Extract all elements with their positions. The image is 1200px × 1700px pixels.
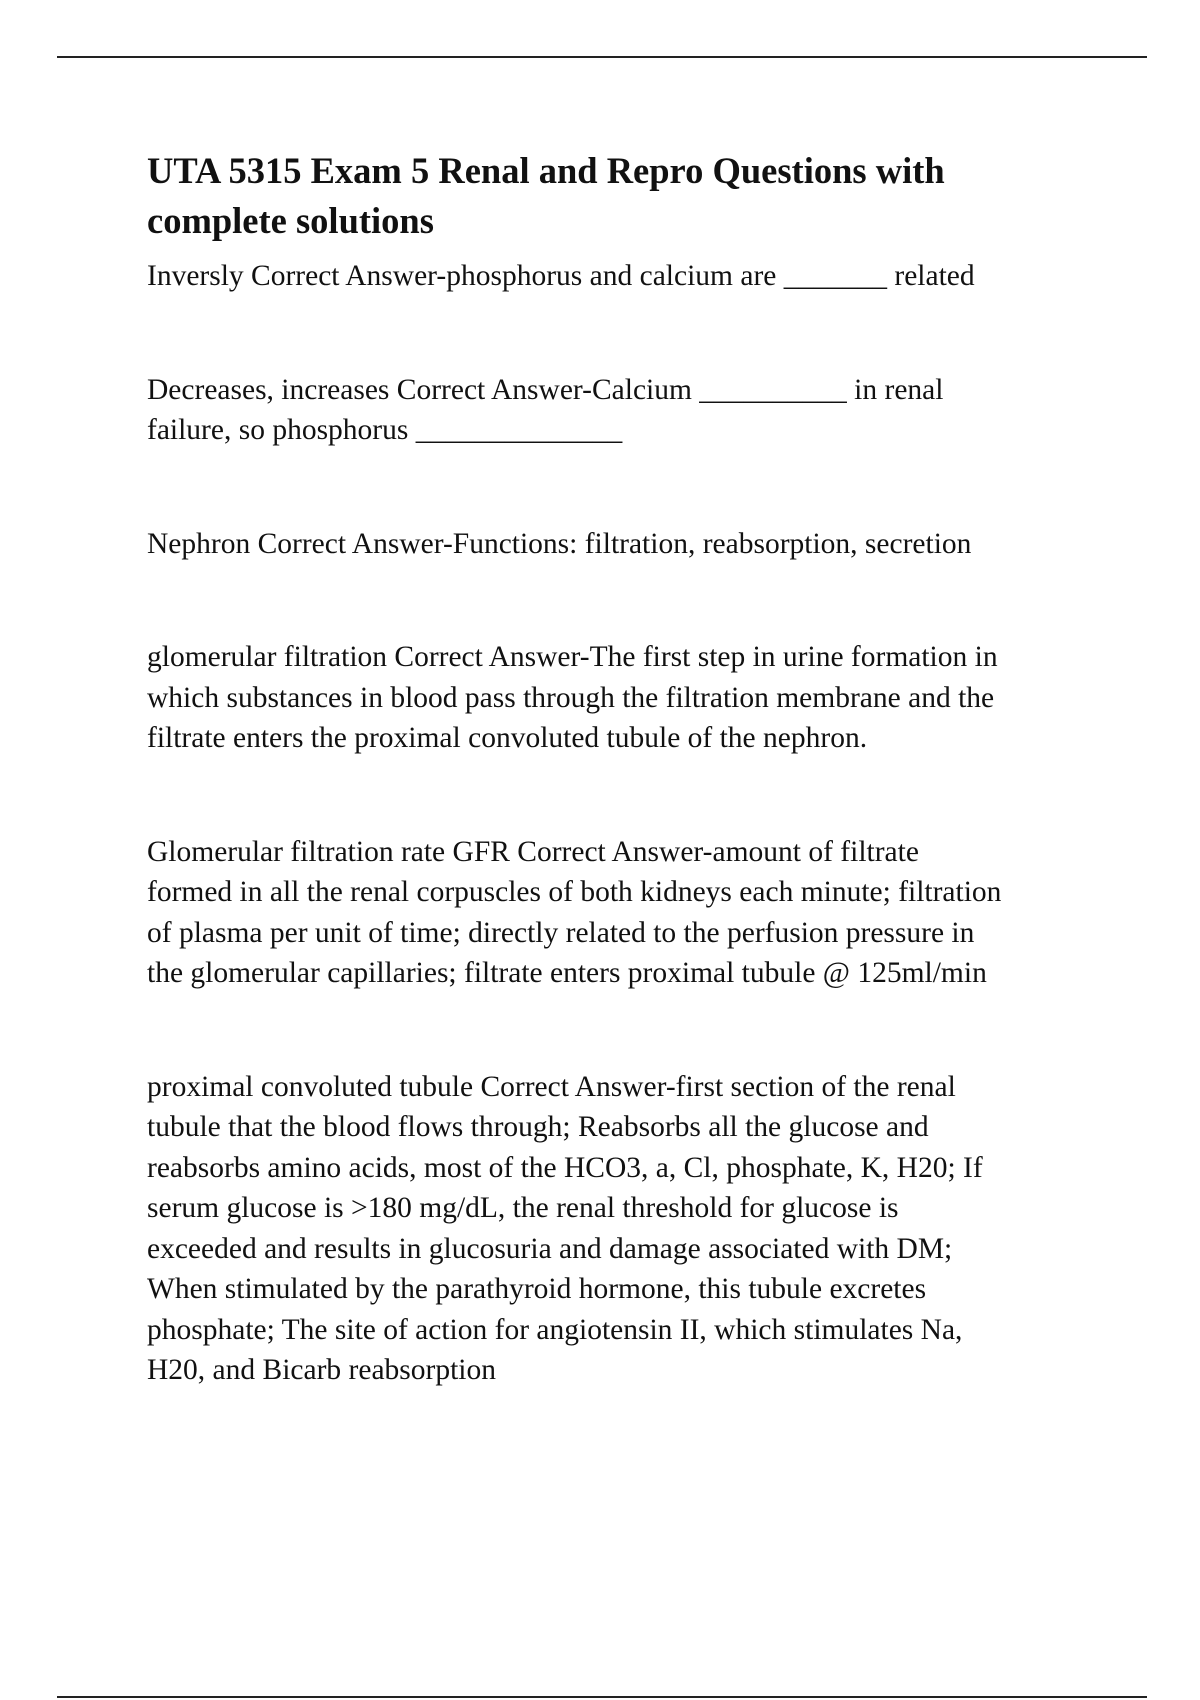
title-line: UTA 5315 Exam 5 Renal and Repro Questions with xyxy=(147,150,945,191)
qa-entry xyxy=(147,637,1107,759)
entry-line: the glomerular capillaries; filtrate enters proximal tubule @ 125ml/min xyxy=(147,957,987,989)
entry-line: filtrate enters the proximal convoluted tubule of the nephron. xyxy=(147,722,868,754)
qa-entry xyxy=(147,832,1107,994)
entry-line: When stimulated by the parathyroid hormone, this tubule excretes xyxy=(147,1273,927,1305)
entry-line: proximal convoluted tubule Correct Answer-first section of the renal xyxy=(147,1070,956,1103)
entry-line: phosphate; The site of action for angiotensin II, which stimulates Na, xyxy=(147,1313,963,1346)
title-line: complete solutions xyxy=(147,200,434,241)
entry-line: which substances in blood pass through the filtration membrane and the xyxy=(147,681,995,714)
qa-entry xyxy=(147,256,1107,297)
entry-line: H20, and Bicarb reabsorption xyxy=(147,1354,496,1386)
header-rule xyxy=(57,56,1147,58)
entry-line: Nephron Correct Answer-Functions: filtration, reabsorption, secretion xyxy=(147,527,972,560)
entry-line: failure, so phosphorus ______________ xyxy=(147,414,623,446)
footer-rule xyxy=(57,1696,1147,1698)
entry-line: formed in all the renal corpuscles of both kidneys each minute; filtration xyxy=(147,876,1002,908)
qa-entry xyxy=(147,370,1107,451)
entry-line: Inversly Correct Answer-phosphorus and calcium are _______ related xyxy=(147,260,975,292)
qa-entries xyxy=(147,256,1107,1391)
document-body xyxy=(147,146,1107,1464)
entry-line: Decreases, increases Correct Answer-Calcium __________ in renal xyxy=(147,373,944,406)
entry-line: Glomerular filtration rate GFR Correct Answer-amount of filtrate xyxy=(147,835,919,868)
entry-line: of plasma per unit of time; directly related to the perfusion pressure in xyxy=(147,916,975,949)
entry-line: exceeded and results in glucosuria and damage associated with DM; xyxy=(147,1232,953,1265)
document-title xyxy=(147,146,1107,246)
qa-entry xyxy=(147,524,1107,565)
entry-line: tubule that the blood flows through; Reabsorbs all the glucose and xyxy=(147,1111,929,1143)
entry-line: glomerular filtration Correct Answer-The first step in urine formation in xyxy=(147,641,998,673)
qa-entry xyxy=(147,1067,1107,1391)
entry-line: serum glucose is >180 mg/dL, the renal threshold for glucose is xyxy=(147,1192,899,1224)
entry-line: reabsorbs amino acids, most of the HCO3, a, Cl, phosphate, K, H20; If xyxy=(147,1151,983,1184)
